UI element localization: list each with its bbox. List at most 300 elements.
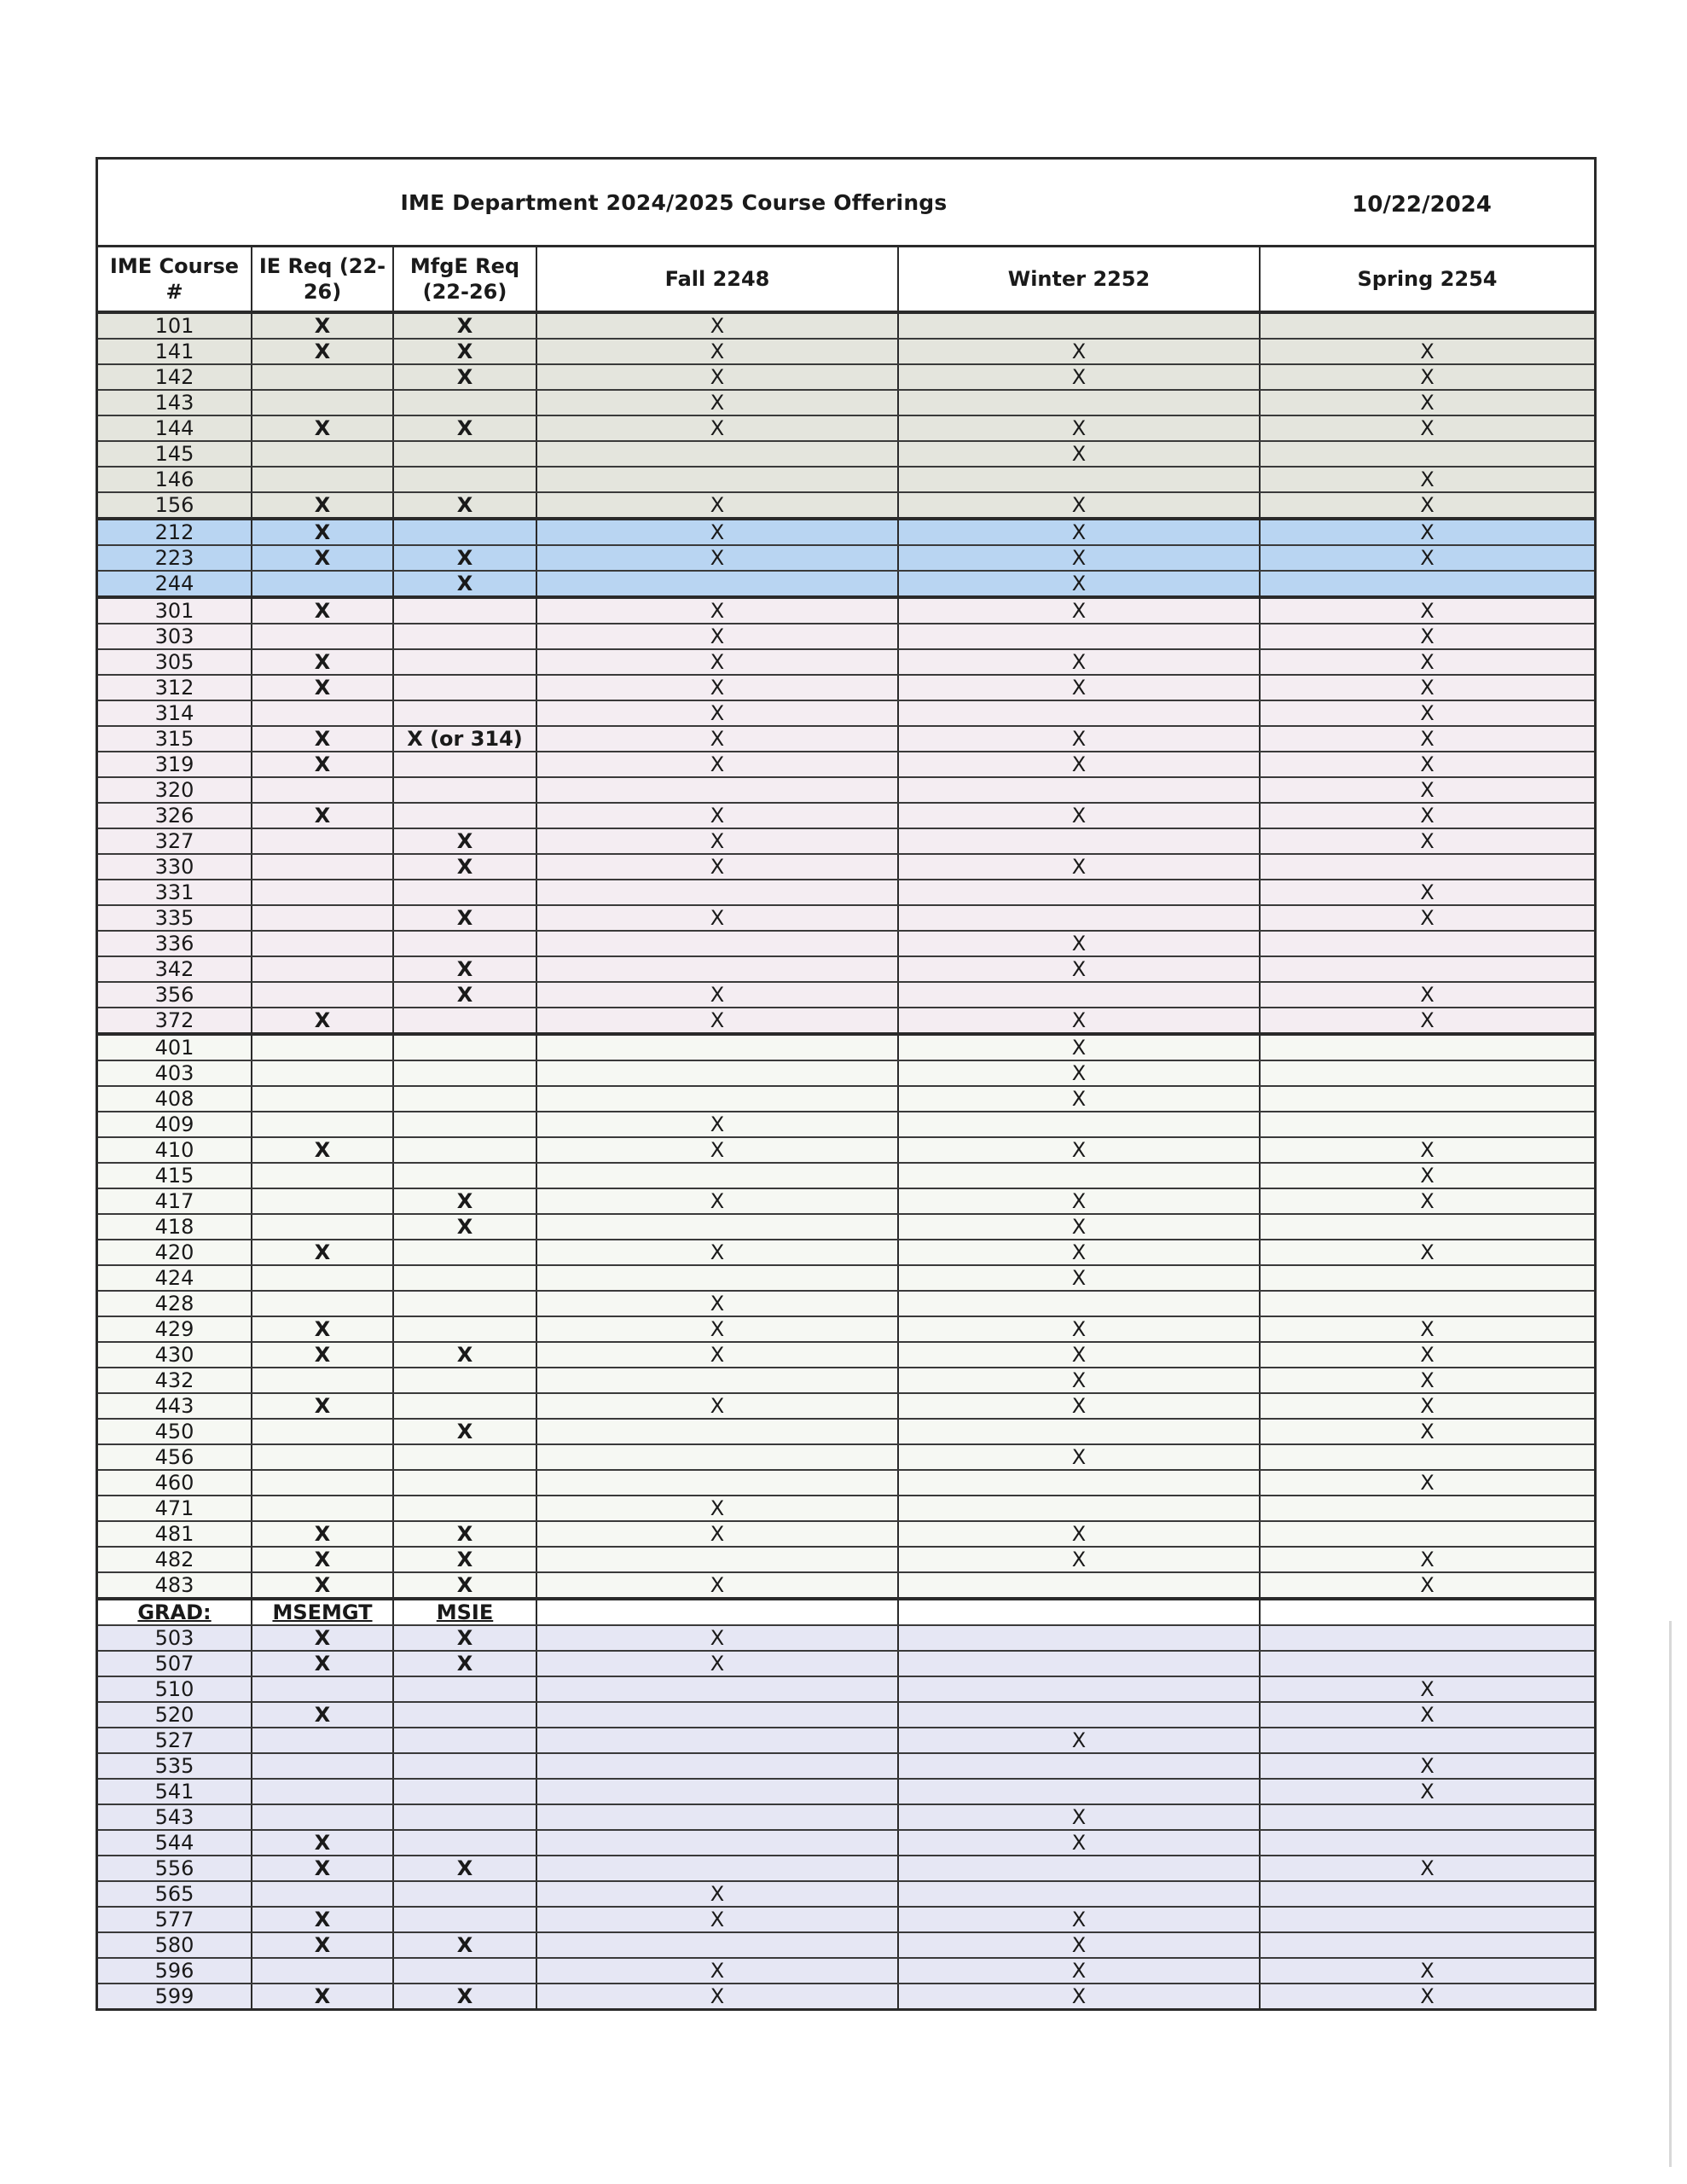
ie-req-cell: X [252, 752, 393, 777]
fall-cell: X [536, 339, 898, 364]
table-row [98, 1521, 1594, 1547]
spring-cell: X [1260, 1856, 1594, 1881]
page-title: IME Department 2024/2025 Course Offerings [400, 190, 948, 215]
fall-cell [536, 1163, 898, 1188]
winter-cell [898, 1676, 1260, 1702]
fall-cell [536, 571, 898, 597]
course-number: 430 [98, 1342, 252, 1368]
course-number: 223 [98, 545, 252, 571]
ie-req-cell [252, 1034, 393, 1060]
winter-cell: X [898, 1137, 1260, 1163]
course-number: 312 [98, 675, 252, 700]
table-row [98, 777, 1594, 803]
mfge-req-cell: X [393, 854, 536, 880]
table-row [98, 1342, 1594, 1368]
ie-req-cell [252, 700, 393, 726]
title-row [98, 160, 1594, 247]
ie-req-cell: X [252, 1830, 393, 1856]
winter-cell [898, 880, 1260, 905]
course-number: 156 [98, 492, 252, 519]
spring-cell: X [1260, 467, 1594, 492]
ie-req-cell [252, 956, 393, 982]
spring-cell: X [1260, 545, 1594, 571]
spring-cell [1260, 1214, 1594, 1240]
fall-cell: X [536, 1316, 898, 1342]
ie-req-cell: X [252, 649, 393, 675]
winter-cell: X [898, 1060, 1260, 1086]
course-number: 543 [98, 1804, 252, 1830]
mfge-req-cell [393, 467, 536, 492]
fall-cell [536, 1470, 898, 1496]
ie-req-cell [252, 1368, 393, 1393]
mfge-req-cell: X [393, 905, 536, 931]
spring-cell: X [1260, 1753, 1594, 1779]
table-row [98, 1137, 1594, 1163]
table-row [98, 854, 1594, 880]
ie-req-cell [252, 1086, 393, 1112]
winter-cell: X [898, 339, 1260, 364]
spring-cell: X [1260, 415, 1594, 441]
mfge-req-cell: X [393, 1651, 536, 1676]
page-edge-shadow [1669, 1621, 1672, 2167]
fall-cell: X [536, 312, 898, 339]
fall-cell: X [536, 415, 898, 441]
fall-cell [536, 1753, 898, 1779]
mfge-req-cell: X [393, 1572, 536, 1599]
course-number: 326 [98, 803, 252, 828]
spring-cell [1260, 1112, 1594, 1137]
spring-cell: X [1260, 597, 1594, 624]
col-header-fall: Fall 2248 [536, 247, 898, 312]
fall-cell: X [536, 675, 898, 700]
winter-cell [898, 1419, 1260, 1444]
fall-cell [536, 1419, 898, 1444]
spring-cell [1260, 931, 1594, 956]
spring-cell [1260, 1804, 1594, 1830]
fall-cell: X [536, 1572, 898, 1599]
table-row [98, 1804, 1594, 1830]
mfge-req-cell [393, 1881, 536, 1907]
ie-req-cell: X [252, 1856, 393, 1881]
ie-req-cell: X [252, 803, 393, 828]
course-number: 145 [98, 441, 252, 467]
fall-cell [536, 1034, 898, 1060]
ie-req-cell [252, 1804, 393, 1830]
ie-req-cell [252, 467, 393, 492]
fall-cell [536, 1702, 898, 1728]
course-number: 417 [98, 1188, 252, 1214]
winter-cell [898, 624, 1260, 649]
course-number: 596 [98, 1958, 252, 1984]
ie-req-cell [252, 1112, 393, 1137]
ie-req-cell [252, 441, 393, 467]
fall-cell: X [536, 700, 898, 726]
mfge-req-cell [393, 1676, 536, 1702]
mfge-req-cell: X [393, 828, 536, 854]
fall-cell: X [536, 649, 898, 675]
mfge-req-cell [393, 1240, 536, 1265]
ie-req-cell [252, 1163, 393, 1188]
winter-cell: X [898, 956, 1260, 982]
course-number: 471 [98, 1496, 252, 1521]
fall-cell [536, 1599, 898, 1625]
spring-cell: X [1260, 752, 1594, 777]
grad-label: MSIE [436, 1600, 494, 1624]
fall-cell: X [536, 1291, 898, 1316]
ie-req-cell [252, 1496, 393, 1521]
course-number: 301 [98, 597, 252, 624]
mfge-req-cell: X [393, 956, 536, 982]
course-number: 580 [98, 1932, 252, 1958]
spring-cell [1260, 1521, 1594, 1547]
fall-cell [536, 1086, 898, 1112]
mfge-req-cell [393, 519, 536, 545]
course-number: 141 [98, 339, 252, 364]
fall-cell: X [536, 803, 898, 828]
course-number: 520 [98, 1702, 252, 1728]
ie-req-cell: X [252, 597, 393, 624]
winter-cell [898, 1779, 1260, 1804]
table-row [98, 803, 1594, 828]
winter-cell: X [898, 441, 1260, 467]
fall-cell [536, 1932, 898, 1958]
course-number: 331 [98, 880, 252, 905]
ie-req-cell: X [252, 1316, 393, 1342]
fall-cell: X [536, 1240, 898, 1265]
table-row [98, 1881, 1594, 1907]
fall-cell: X [536, 519, 898, 545]
mfge-req-cell: X [393, 982, 536, 1008]
mfge-req-cell [393, 1112, 536, 1137]
winter-cell [898, 982, 1260, 1008]
course-number: 330 [98, 854, 252, 880]
fall-cell: X [536, 982, 898, 1008]
spring-cell [1260, 1728, 1594, 1753]
document-date: 10/22/2024 [1352, 192, 1492, 218]
ie-req-cell [252, 390, 393, 415]
ie-req-cell [252, 1958, 393, 1984]
spring-cell: X [1260, 1008, 1594, 1034]
mfge-req-cell [393, 880, 536, 905]
course-number: 541 [98, 1779, 252, 1804]
fall-cell: X [536, 1907, 898, 1932]
course-number: 503 [98, 1625, 252, 1651]
spring-cell: X [1260, 519, 1594, 545]
fall-cell: X [536, 1393, 898, 1419]
spring-cell: X [1260, 1316, 1594, 1342]
spring-cell: X [1260, 700, 1594, 726]
ie-req-cell [252, 1444, 393, 1470]
ie-req-cell [252, 1419, 393, 1444]
winter-cell: X [898, 803, 1260, 828]
winter-cell: X [898, 1086, 1260, 1112]
winter-cell: X [898, 1188, 1260, 1214]
ie-req-cell: X [252, 1393, 393, 1419]
winter-cell [898, 1163, 1260, 1188]
winter-cell: X [898, 597, 1260, 624]
course-number: 432 [98, 1368, 252, 1393]
fall-cell [536, 1444, 898, 1470]
winter-cell [898, 1599, 1260, 1625]
course-number: 335 [98, 905, 252, 931]
ie-req-cell [252, 1470, 393, 1496]
table-row [98, 675, 1594, 700]
mfge-req-cell: X [393, 1214, 536, 1240]
fall-cell [536, 1856, 898, 1881]
table-row [98, 1316, 1594, 1342]
mfge-req-cell [393, 1496, 536, 1521]
table-row [98, 571, 1594, 597]
mfge-req-cell: X [393, 415, 536, 441]
mfge-req-cell: X [393, 571, 536, 597]
spring-cell [1260, 1265, 1594, 1291]
course-number: 507 [98, 1651, 252, 1676]
mfge-req-cell: X [393, 1521, 536, 1547]
table-row [98, 467, 1594, 492]
spring-cell [1260, 956, 1594, 982]
col-header-mfge-req: MfgE Req (22-26) [393, 247, 536, 312]
fall-cell [536, 1728, 898, 1753]
fall-cell: X [536, 1008, 898, 1034]
winter-cell: X [898, 1907, 1260, 1932]
spring-cell [1260, 312, 1594, 339]
ie-req-cell: X [252, 1137, 393, 1163]
course-number: 481 [98, 1521, 252, 1547]
ie-req-cell [252, 982, 393, 1008]
spring-cell: X [1260, 1240, 1594, 1265]
mfge-req-cell [393, 1958, 536, 1984]
winter-cell: X [898, 1316, 1260, 1342]
fall-cell: X [536, 1651, 898, 1676]
course-number: 510 [98, 1676, 252, 1702]
winter-cell [898, 467, 1260, 492]
mfge-req-cell [393, 1368, 536, 1393]
table-row [98, 700, 1594, 726]
course-number: 424 [98, 1265, 252, 1291]
winter-cell: X [898, 1265, 1260, 1291]
ie-req-cell [252, 1188, 393, 1214]
table-row [98, 1676, 1594, 1702]
ie-req-cell [252, 905, 393, 931]
course-number: 410 [98, 1137, 252, 1163]
col-header-course: IME Course # [98, 247, 252, 312]
ie-req-cell [252, 1676, 393, 1702]
mfge-req-cell [393, 441, 536, 467]
ie-req-cell: X [252, 1547, 393, 1572]
col-header-ie-req: IE Req (22-26) [252, 247, 393, 312]
mfge-req-cell [393, 1008, 536, 1034]
winter-cell [898, 1856, 1260, 1881]
course-number: 420 [98, 1240, 252, 1265]
spring-cell: X [1260, 1470, 1594, 1496]
winter-cell: X [898, 1444, 1260, 1470]
winter-cell: X [898, 1008, 1260, 1034]
ie-req-cell [252, 1599, 393, 1625]
spring-cell: X [1260, 1779, 1594, 1804]
mfge-req-cell [393, 752, 536, 777]
course-number: 372 [98, 1008, 252, 1034]
spring-cell: X [1260, 1163, 1594, 1188]
table-row [98, 1444, 1594, 1470]
course-number: 342 [98, 956, 252, 982]
course-number: 303 [98, 624, 252, 649]
mfge-req-cell: X [393, 1342, 536, 1368]
winter-cell: X [898, 519, 1260, 545]
spring-cell: X [1260, 1342, 1594, 1368]
mfge-req-cell: X [393, 339, 536, 364]
table-row [98, 1291, 1594, 1316]
mfge-req-cell [393, 931, 536, 956]
mfge-req-cell [393, 777, 536, 803]
table-row [98, 1060, 1594, 1086]
winter-cell [898, 1625, 1260, 1651]
course-number: 314 [98, 700, 252, 726]
spring-cell: X [1260, 803, 1594, 828]
ie-req-cell: X [252, 1984, 393, 2008]
spring-cell [1260, 1625, 1594, 1651]
mfge-req-cell [393, 1086, 536, 1112]
winter-cell [898, 1572, 1260, 1599]
ie-req-cell: X [252, 1240, 393, 1265]
course-number: 146 [98, 467, 252, 492]
mfge-req-cell [393, 1779, 536, 1804]
spring-cell: X [1260, 1547, 1594, 1572]
mfge-req-cell [393, 1137, 536, 1163]
winter-cell: X [898, 726, 1260, 752]
table-row [98, 1240, 1594, 1265]
ie-req-cell: X [252, 726, 393, 752]
ie-req-cell [252, 1060, 393, 1086]
spring-cell [1260, 1496, 1594, 1521]
winter-cell [898, 828, 1260, 854]
mfge-req-cell: X [393, 545, 536, 571]
spring-cell [1260, 1830, 1594, 1856]
table-row [98, 1112, 1594, 1137]
table-row [98, 1419, 1594, 1444]
ie-req-cell: X [252, 1625, 393, 1651]
spring-cell: X [1260, 982, 1594, 1008]
mfge-req-cell [393, 803, 536, 828]
table-row [98, 726, 1594, 752]
table-row [98, 1856, 1594, 1881]
ie-req-cell [252, 1265, 393, 1291]
course-number: 429 [98, 1316, 252, 1342]
winter-cell [898, 1881, 1260, 1907]
ie-req-cell: X [252, 312, 393, 339]
ie-req-cell [252, 777, 393, 803]
ie-req-cell: X [252, 1572, 393, 1599]
ie-req-cell: X [252, 675, 393, 700]
winter-cell: X [898, 1804, 1260, 1830]
fall-cell: X [536, 1342, 898, 1368]
course-number: 418 [98, 1214, 252, 1240]
ie-req-cell [252, 571, 393, 597]
winter-cell [898, 312, 1260, 339]
spring-cell: X [1260, 1572, 1594, 1599]
fall-cell: X [536, 905, 898, 931]
ie-req-cell [252, 364, 393, 390]
table-row [98, 1984, 1594, 2008]
course-number: 212 [98, 519, 252, 545]
table-row [98, 649, 1594, 675]
course-number: 565 [98, 1881, 252, 1907]
table-row [98, 1651, 1594, 1676]
mfge-req-cell [393, 1316, 536, 1342]
course-number: 450 [98, 1419, 252, 1444]
mfge-req-cell [393, 1907, 536, 1932]
mfge-req-cell: X [393, 312, 536, 339]
table-row [98, 1779, 1594, 1804]
winter-cell: X [898, 571, 1260, 597]
fall-cell [536, 1265, 898, 1291]
grad-label: GRAD: [137, 1600, 212, 1624]
winter-cell: X [898, 752, 1260, 777]
fall-cell: X [536, 364, 898, 390]
table-row [98, 1728, 1594, 1753]
winter-cell: X [898, 492, 1260, 519]
spring-cell [1260, 854, 1594, 880]
table-row [98, 312, 1594, 339]
table-row [98, 1932, 1594, 1958]
table-row [98, 1702, 1594, 1728]
mfge-req-cell [393, 1599, 536, 1625]
table-row [98, 1907, 1594, 1932]
mfge-req-cell: X [393, 1984, 536, 2008]
table-body [98, 312, 1594, 2008]
course-number: 544 [98, 1830, 252, 1856]
spring-cell: X [1260, 777, 1594, 803]
winter-cell: X [898, 1830, 1260, 1856]
mfge-req-cell [393, 624, 536, 649]
spring-cell: X [1260, 1984, 1594, 2008]
offerings-grid [98, 247, 1594, 2008]
course-number: 599 [98, 1984, 252, 2008]
ie-req-cell [252, 1728, 393, 1753]
spring-cell [1260, 1599, 1594, 1625]
table-row [98, 339, 1594, 364]
ie-req-cell [252, 1214, 393, 1240]
mfge-req-cell [393, 649, 536, 675]
fall-cell: X [536, 828, 898, 854]
table-row [98, 752, 1594, 777]
table-row [98, 415, 1594, 441]
ie-req-cell: X [252, 1907, 393, 1932]
winter-cell: X [898, 1958, 1260, 1984]
spring-cell: X [1260, 1702, 1594, 1728]
ie-req-cell: X [252, 1008, 393, 1034]
table-row [98, 956, 1594, 982]
mfge-req-cell [393, 1804, 536, 1830]
fall-cell [536, 931, 898, 956]
mfge-req-cell: X (or 314) [393, 726, 536, 752]
spring-cell [1260, 441, 1594, 467]
spring-cell: X [1260, 390, 1594, 415]
table-row [98, 1393, 1594, 1419]
course-offerings-table [96, 157, 1597, 2011]
table-row [98, 982, 1594, 1008]
spring-cell: X [1260, 1676, 1594, 1702]
fall-cell [536, 467, 898, 492]
table-row [98, 1753, 1594, 1779]
winter-cell: X [898, 1728, 1260, 1753]
spring-cell: X [1260, 726, 1594, 752]
course-number: 535 [98, 1753, 252, 1779]
winter-cell: X [898, 545, 1260, 571]
spring-cell: X [1260, 339, 1594, 364]
fall-cell: X [536, 624, 898, 649]
mfge-req-cell: X [393, 364, 536, 390]
course-number: 401 [98, 1034, 252, 1060]
